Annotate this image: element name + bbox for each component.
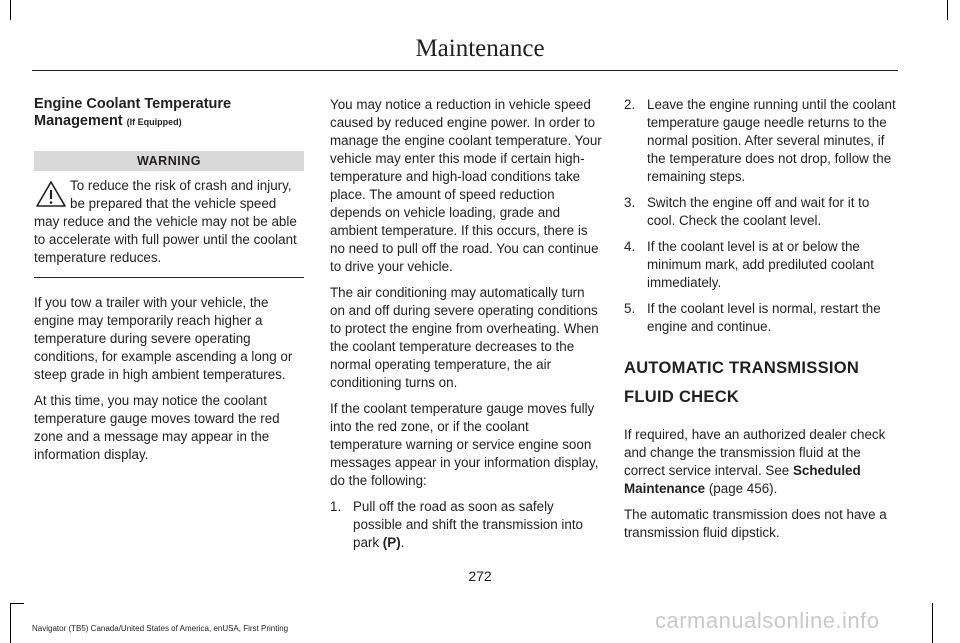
column-2 xyxy=(330,96,602,560)
warning-text-line-2: be prepared that the vehicle speed xyxy=(70,196,277,211)
paragraph: If required, have an authorized dealer check and change the transmission fluid at the correct service interval. See Scheduled Maintenance (page 456). xyxy=(624,427,886,496)
list-item-step-3: 3. Switch the engine off and wait for it to cool. Check the coolant level. xyxy=(624,195,870,228)
column-1 xyxy=(34,96,304,472)
crop-mark-top-right xyxy=(947,0,948,20)
page-header-title: Maintenance xyxy=(415,35,545,62)
warning-box xyxy=(34,177,304,278)
paragraph: You may notice a reduction in vehicle speed caused by reduced engine power. In order to manage the engine coolant temperature. Your vehicle may enter this mode if certain high-temperature and high-load conditions take place. The amount of speed reduction depends on vehicle loading, grade and ambient temperature. If this occurs, there is no need to pull off the road. You can continue to drive your vehicle. xyxy=(330,97,602,274)
header-rule xyxy=(32,70,898,71)
crop-mark-top-left xyxy=(10,0,11,20)
warning-triangle-icon xyxy=(34,179,68,209)
paragraph: The automatic transmission does not have a transmission fluid dipstick. xyxy=(624,507,887,540)
list-item-step-2: 2. Leave the engine running until the coolant temperature gauge needle returns to the normal position. After several minutes, if the temperature does not drop, follow the remaining steps. xyxy=(624,97,896,184)
paragraph: The air conditioning may automatically turn on and off during severe operating conditions to protect the engine from overheating. When the coolant temperature decreases to the normal operating temperature, the air conditioning turns on. xyxy=(330,285,599,390)
crop-mark-bottom-left-h xyxy=(10,603,24,604)
list-item-step-4: 4. If the coolant level is at or below the minimum mark, add prediluted coolant immediately. xyxy=(624,239,875,290)
warning-text-rest: may reduce and the vehicle may not be able to accelerate with full power until the coolant temperature reduces. xyxy=(34,214,297,265)
list-item-step-5: 5. If the coolant level is normal, restart the engine and continue. xyxy=(624,301,881,334)
cross-reference-link[interactable]: Scheduled Maintenance xyxy=(624,463,861,496)
section-heading-line-1: AUTOMATIC TRANSMISSION xyxy=(624,359,860,377)
crop-mark-bottom-left xyxy=(10,603,11,643)
page-number: 272 xyxy=(468,568,492,584)
paragraph: If the coolant temperature gauge moves fully into the red zone, or if the coolant temperature warning or service engine soon messages appear in your information display, do the following: xyxy=(330,401,599,488)
crop-mark-bottom-right xyxy=(932,603,933,643)
paragraph: At this time, you may notice the coolant temperature gauge moves toward the red zone and a message may appear in the information display. xyxy=(34,393,280,462)
watermark: carmanualsonline.info xyxy=(655,608,880,633)
section-heading-line-2: FLUID CHECK xyxy=(624,388,740,406)
column-3 xyxy=(624,96,896,550)
paragraph: If you tow a trailer with your vehicle, the engine may temporarily reach higher a temperature during severe operating conditions, for example ascending a long or steep grade in high ambient temperatures. xyxy=(34,295,293,382)
footer-text: Navigator (TB5) Canada/United States of America, enUSA, First Printing xyxy=(32,624,289,633)
list-item-step-1: 1. Pull off the road as soon as safely possible and shift the transmission into park (P). xyxy=(330,499,583,550)
section-heading: Engine Coolant Temperature Management (If Equipped) xyxy=(34,96,232,129)
warning-text-line-1: To reduce the risk of crash and injury, xyxy=(70,178,292,193)
warning-label: WARNING xyxy=(34,151,304,171)
